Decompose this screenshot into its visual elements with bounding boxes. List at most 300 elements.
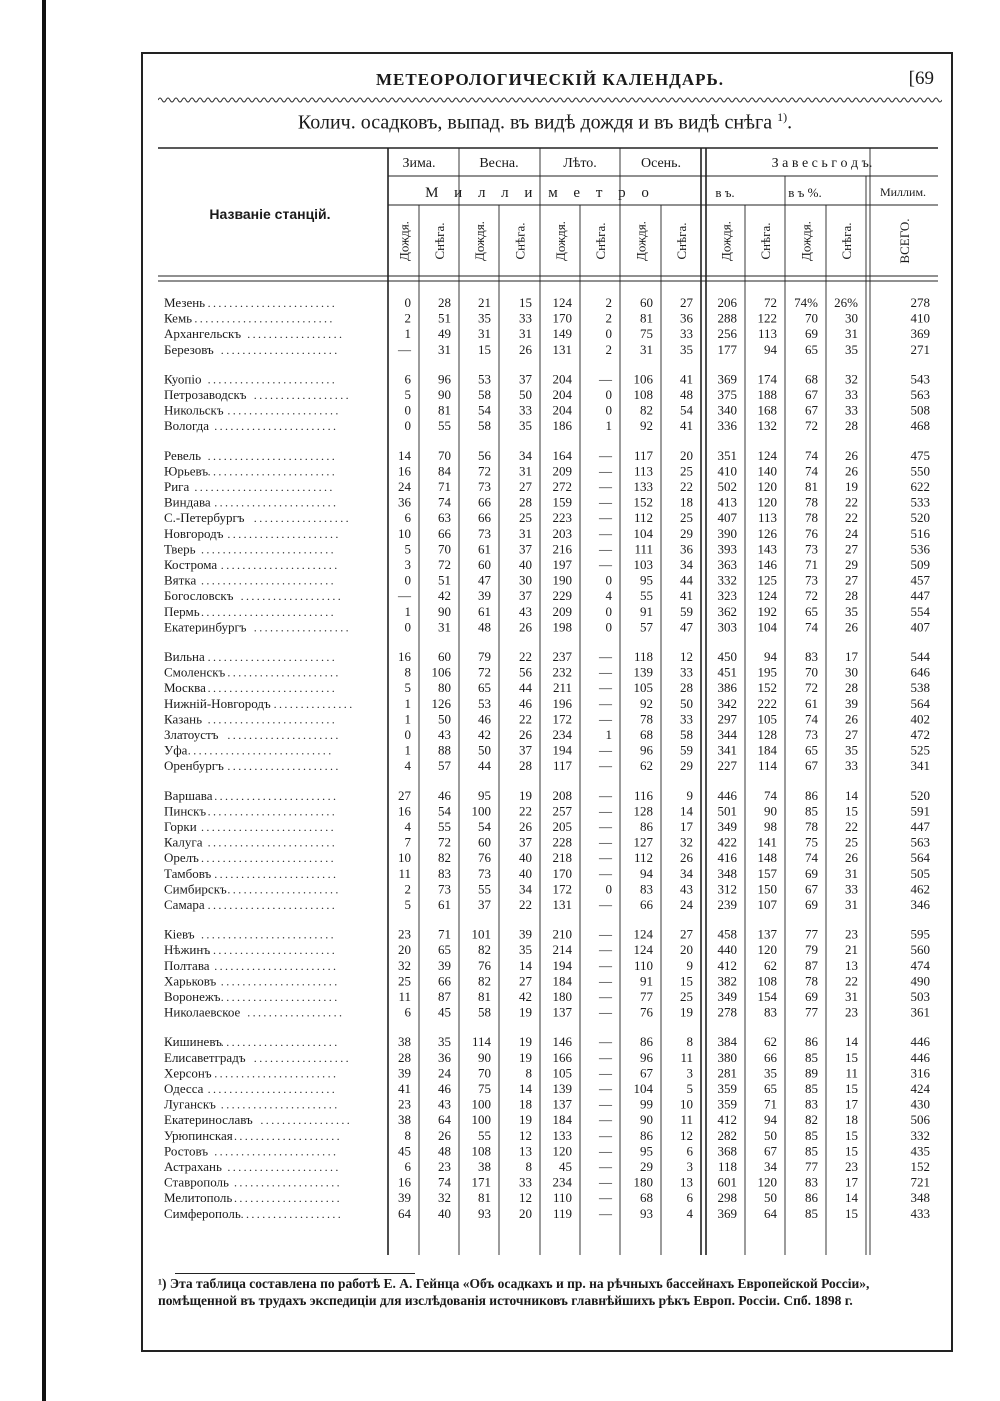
leader-dots: ......................... xyxy=(201,573,336,588)
table-cell: 26 xyxy=(519,819,532,834)
table-cell: 65 xyxy=(805,341,818,357)
whole-year-header: З а в е с ь г о д ъ. xyxy=(771,156,873,171)
table-cell: 72 xyxy=(805,680,818,696)
table-cell: 43 xyxy=(519,603,532,619)
table-cell: 177 xyxy=(717,341,737,357)
table-cell: 8 xyxy=(686,1034,693,1050)
table-cell: 14 xyxy=(845,787,858,803)
table-cell: 17 xyxy=(845,1096,858,1112)
table-cell: 86 xyxy=(805,1034,818,1050)
table-cell: 78 xyxy=(805,510,818,526)
table-cell: 6 xyxy=(686,1143,693,1159)
table-cell: 1 xyxy=(404,603,411,619)
table-cell: 591 xyxy=(910,803,930,819)
table-cell: 312 xyxy=(717,881,737,897)
table-cell: 137 xyxy=(552,1004,572,1020)
table-cell: 69 xyxy=(805,897,818,912)
table-cell: 95 xyxy=(640,1143,653,1159)
table-cell: 7 xyxy=(404,834,411,850)
table-cell: — xyxy=(599,957,612,973)
table-cell: 257 xyxy=(552,803,572,819)
table-cell: 26 xyxy=(680,850,693,866)
table-cell: 22 xyxy=(519,803,532,819)
table-cell: 209 xyxy=(552,463,572,479)
table-cell: — xyxy=(599,1096,612,1112)
table-cell: 25 xyxy=(680,463,693,479)
table-cell: 86 xyxy=(640,1034,653,1050)
table-cell: 77 xyxy=(805,926,818,942)
table-cell: 384 xyxy=(717,1034,737,1050)
table-cell: 44 xyxy=(680,572,693,588)
station-name: Варшава xyxy=(164,787,213,803)
leader-dots: ........................ xyxy=(207,804,338,819)
table-cell: 81 xyxy=(805,479,818,494)
table-cell: 100 xyxy=(471,1096,491,1112)
station-name: Мезень xyxy=(164,295,206,310)
table-cell: 106 xyxy=(431,664,451,680)
table-cell: 533 xyxy=(910,494,930,510)
table-cell: 26 xyxy=(519,619,532,635)
table-cell: 472 xyxy=(910,727,930,742)
table-cell: 369 xyxy=(717,371,737,387)
table-cell: 209 xyxy=(552,603,572,619)
table-cell: — xyxy=(599,834,612,850)
table-cell: 65 xyxy=(805,742,818,758)
table-cell: 65 xyxy=(438,942,451,958)
table-cell: 229 xyxy=(552,588,572,604)
table-cell: — xyxy=(599,819,612,834)
table-cell: 204 xyxy=(552,402,572,418)
table-cell: 61 xyxy=(478,603,491,619)
table-cell: 54 xyxy=(478,819,491,834)
table-cell: 223 xyxy=(552,510,572,526)
table-cell: 3 xyxy=(686,1159,693,1174)
leader-dots: ....................... xyxy=(214,958,339,973)
table-cell: 35 xyxy=(519,942,532,958)
station-name: Харьковъ xyxy=(164,973,217,989)
leader-dots: ....................... xyxy=(214,419,339,434)
leader-dots: ...................... xyxy=(220,1097,340,1112)
table-cell: 11 xyxy=(845,1065,858,1081)
millimetro-header: М и л л и м е т р о xyxy=(425,185,655,201)
table-cell: 67 xyxy=(805,402,818,418)
table-cell: 33 xyxy=(680,664,693,680)
table-cell: 30 xyxy=(845,664,858,680)
table-cell: 0 xyxy=(404,572,411,588)
table-cell: 23 xyxy=(845,926,858,942)
leader-dots: ......................... xyxy=(201,820,336,834)
table-cell: 127 xyxy=(633,834,653,850)
table-cell: 64 xyxy=(438,1112,451,1128)
table-cell: 152 xyxy=(757,680,777,696)
table-cell: 73 xyxy=(478,479,491,494)
table-cell: 563 xyxy=(910,387,930,402)
table-cell: 48 xyxy=(438,1143,451,1159)
table-cell: 18 xyxy=(519,1096,532,1112)
station-name: Урюпинская xyxy=(164,1127,233,1143)
station-name: Златоустъ xyxy=(164,727,219,742)
leader-dots: ..................... xyxy=(227,728,341,742)
table-cell: 100 xyxy=(471,1112,491,1128)
table-cell: 116 xyxy=(633,787,653,803)
table-cell: 12 xyxy=(519,1190,532,1206)
table-cell: — xyxy=(599,1143,612,1159)
millim-label: Миллим. xyxy=(879,185,927,199)
station-name: Тверь xyxy=(164,541,196,557)
table-cell: 82 xyxy=(478,942,491,958)
table-cell: 450 xyxy=(717,649,737,664)
table-cell: 35 xyxy=(764,1065,777,1081)
leader-dots: ........................ xyxy=(207,898,338,912)
table-cell: 32 xyxy=(398,957,411,973)
v-label: в ъ. xyxy=(715,185,735,200)
table-cell: 50 xyxy=(438,711,451,727)
table-cell: 51 xyxy=(438,310,451,326)
station-name: Воронежъ xyxy=(164,989,221,1004)
table-cell: 204 xyxy=(552,371,572,387)
table-cell: 222 xyxy=(757,695,777,711)
table-cell: 70 xyxy=(438,447,451,463)
table-cell: 126 xyxy=(431,695,451,711)
table-cell: 16 xyxy=(398,463,411,479)
table-cell: 27 xyxy=(845,572,858,588)
table-cell: — xyxy=(599,1190,612,1206)
leader-dots: .................. xyxy=(247,327,345,342)
table-cell: 120 xyxy=(757,494,777,510)
table-cell: 380 xyxy=(717,1049,737,1065)
station-name: Херсонъ xyxy=(164,1065,212,1081)
table-cell: 475 xyxy=(910,447,930,463)
table-cell: 13 xyxy=(845,957,858,973)
table-cell: 89 xyxy=(805,1065,818,1081)
table-cell: 543 xyxy=(910,371,930,387)
table-cell: 237 xyxy=(552,649,572,664)
table-cell: 205 xyxy=(552,819,572,834)
table-cell: 41 xyxy=(398,1081,411,1096)
table-cell: 8 xyxy=(404,664,411,680)
station-name: Тамбовъ xyxy=(164,865,212,881)
table-cell: 28 xyxy=(845,418,858,434)
table-cell: 28 xyxy=(438,295,451,310)
leader-dots: ......................... xyxy=(201,604,336,619)
leader-dots: .................. xyxy=(253,620,352,635)
table-cell: 72 xyxy=(438,834,451,850)
table-cell: 20 xyxy=(680,942,693,958)
table-cell: 6 xyxy=(404,1159,411,1174)
table-cell: 6 xyxy=(404,1004,411,1020)
table-cell: 430 xyxy=(910,1096,930,1112)
table-cell: 35 xyxy=(438,1034,451,1050)
table-cell: 66 xyxy=(438,525,451,541)
table-cell: 23 xyxy=(438,1159,451,1174)
table-cell: 20 xyxy=(680,447,693,463)
table-cell: 363 xyxy=(717,557,737,572)
table-cell: 416 xyxy=(717,850,737,866)
table-cell: 188 xyxy=(757,387,777,402)
table-cell: 33 xyxy=(845,387,858,402)
table-cell: 194 xyxy=(552,742,572,758)
table-cell: 6 xyxy=(404,371,411,387)
table-cell: 81 xyxy=(640,310,653,326)
season-header: Осень. xyxy=(640,156,682,171)
table-cell: 51 xyxy=(438,572,451,588)
leader-dots: .......................... xyxy=(194,480,335,494)
table-cell: 71 xyxy=(438,926,451,942)
table-cell: 117 xyxy=(552,758,572,774)
table-cell: 92 xyxy=(640,695,653,711)
table-cell: 74% xyxy=(794,295,818,310)
table-cell: 323 xyxy=(717,588,737,604)
table-cell: 196 xyxy=(552,695,572,711)
table-cell: 25 xyxy=(519,510,532,526)
table-cell: 35 xyxy=(680,341,693,357)
table-cell: 57 xyxy=(640,619,653,635)
table-cell: 197 xyxy=(552,557,572,572)
table-cell: 65 xyxy=(805,603,818,619)
table-cell: 99 xyxy=(640,1096,653,1112)
table-cell: 172 xyxy=(552,881,572,897)
station-name: Кишиневъ xyxy=(164,1034,222,1050)
table-cell: 5 xyxy=(404,897,411,912)
station-name: Архангельскъ xyxy=(164,326,242,342)
table-cell: 101 xyxy=(471,926,491,942)
leader-dots: ...................... xyxy=(220,1035,340,1050)
table-cell: 503 xyxy=(910,989,930,1004)
leader-dots: ...................... xyxy=(220,558,340,572)
table-cell: 10 xyxy=(680,1096,693,1112)
table-cell: 85 xyxy=(805,1127,818,1143)
table-cell: 282 xyxy=(717,1127,737,1143)
table-cell: 646 xyxy=(910,664,930,680)
table-cell: 14 xyxy=(680,803,693,819)
table-cell: 74 xyxy=(438,1174,451,1190)
table-cell: 206 xyxy=(717,295,737,310)
leader-dots: ......................... xyxy=(201,542,336,557)
table-cell: 4 xyxy=(686,1205,693,1221)
table-cell: 506 xyxy=(910,1112,930,1128)
table-cell: 72 xyxy=(478,664,491,680)
table-cell: — xyxy=(599,525,612,541)
table-cell: 45 xyxy=(398,1143,411,1159)
table-cell: 16 xyxy=(398,803,411,819)
table-cell: 68 xyxy=(640,1190,653,1206)
table-cell: — xyxy=(599,1034,612,1050)
table-cell: 216 xyxy=(552,541,572,557)
table-cell: 32 xyxy=(680,834,693,850)
table-cell: 152 xyxy=(633,494,653,510)
table-cell: 47 xyxy=(478,572,491,588)
table-cell: 462 xyxy=(910,881,930,897)
table-cell: 164 xyxy=(552,447,572,463)
table-cell: 94 xyxy=(764,649,777,664)
table-cell: 19 xyxy=(519,1034,532,1050)
table-cell: — xyxy=(599,695,612,711)
table-cell: 27 xyxy=(845,541,858,557)
table-cell: 46 xyxy=(478,711,491,727)
table-cell: 525 xyxy=(910,742,930,758)
table-cell: 39 xyxy=(519,926,532,942)
table-cell: 447 xyxy=(910,588,930,604)
table-cell: 60 xyxy=(478,834,491,850)
table-cell: 10 xyxy=(398,850,411,866)
table-cell: 72 xyxy=(805,588,818,604)
table-cell: 39 xyxy=(845,695,858,711)
table-cell: 349 xyxy=(717,819,737,834)
table-cell: 234 xyxy=(552,1174,572,1190)
station-name: Горки xyxy=(164,819,197,834)
table-cell: 1 xyxy=(404,711,411,727)
table-cell: 28 xyxy=(398,1049,411,1065)
table-cell: 82 xyxy=(640,402,653,418)
table-cell: 1 xyxy=(404,695,411,711)
table-cell: — xyxy=(599,711,612,727)
table-cell: 272 xyxy=(552,479,572,494)
table-cell: 66 xyxy=(640,897,653,912)
table-cell: 168 xyxy=(757,402,777,418)
table-cell: 170 xyxy=(552,310,572,326)
table-cell: 78 xyxy=(640,711,653,727)
table-cell: — xyxy=(599,664,612,680)
table-cell: 73 xyxy=(438,881,451,897)
table-cell: 73 xyxy=(478,525,491,541)
table-cell: 435 xyxy=(910,1143,930,1159)
table-cell: 550 xyxy=(910,463,930,479)
table-cell: — xyxy=(599,989,612,1004)
table-cell: 55 xyxy=(438,418,451,434)
column-subheader: Дождя. xyxy=(633,221,649,261)
table-cell: 62 xyxy=(764,957,777,973)
table-cell: 49 xyxy=(438,326,451,342)
table-cell: 29 xyxy=(845,557,858,572)
leader-dots: ........................ xyxy=(207,712,338,727)
table-cell: 10 xyxy=(398,525,411,541)
table-cell: 150 xyxy=(757,881,777,897)
table-cell: 14 xyxy=(845,1190,858,1206)
station-name: Орелъ xyxy=(164,850,199,866)
table-cell: 25 xyxy=(680,989,693,1004)
table-cell: 362 xyxy=(717,603,737,619)
table-cell: 446 xyxy=(910,1049,930,1065)
leader-dots: ...................... xyxy=(220,974,340,989)
station-name: Нижній-Новгородъ xyxy=(164,695,271,711)
leader-dots: ....................... xyxy=(214,866,339,881)
table-cell: — xyxy=(599,510,612,526)
table-cell: 93 xyxy=(640,1205,653,1221)
table-cell: 35 xyxy=(478,310,491,326)
table-cell: 393 xyxy=(717,541,737,557)
table-cell: 440 xyxy=(717,942,737,958)
table-cell: 14 xyxy=(519,1081,532,1096)
table-cell: 30 xyxy=(845,310,858,326)
table-cell: 41 xyxy=(680,371,693,387)
table-cell: — xyxy=(599,1004,612,1020)
table-cell: 31 xyxy=(640,341,653,357)
table-cell: — xyxy=(398,341,411,357)
table-title-note: 1) xyxy=(777,110,788,124)
table-cell: 33 xyxy=(519,1174,532,1190)
table-cell: 0 xyxy=(404,418,411,434)
leader-dots: ..................... xyxy=(227,665,341,680)
table-cell: 19 xyxy=(519,787,532,803)
table-cell: 348 xyxy=(717,865,737,881)
table-cell: 125 xyxy=(757,572,777,588)
table-cell: 77 xyxy=(640,989,653,1004)
table-cell: 133 xyxy=(633,479,653,494)
table-cell: 146 xyxy=(552,1034,572,1050)
table-cell: 12 xyxy=(680,649,693,664)
table-cell: 78 xyxy=(805,973,818,989)
table-cell: 154 xyxy=(757,989,777,1004)
table-cell: 180 xyxy=(633,1174,653,1190)
table-cell: 490 xyxy=(910,973,930,989)
table-cell: 35 xyxy=(845,742,858,758)
table-cell: 351 xyxy=(717,447,737,463)
table-cell: 1 xyxy=(404,326,411,342)
table-cell: 146 xyxy=(757,557,777,572)
table-cell: 74 xyxy=(764,787,777,803)
table-cell: 386 xyxy=(717,680,737,696)
table-cell: 32 xyxy=(845,371,858,387)
station-name: Вологда xyxy=(164,418,210,434)
table-cell: 227 xyxy=(717,758,737,774)
table-cell: 38 xyxy=(398,1112,411,1128)
table-cell: 210 xyxy=(552,926,572,942)
table-cell: 29 xyxy=(680,758,693,774)
table-cell: 76 xyxy=(478,957,491,973)
table-cell: 128 xyxy=(633,803,653,819)
station-name: Луганскъ xyxy=(164,1096,216,1112)
table-cell: 34 xyxy=(764,1159,777,1174)
table-cell: 77 xyxy=(805,1159,818,1174)
station-name: Виндава xyxy=(164,494,211,510)
station-name: Кіевъ xyxy=(164,926,195,942)
table-cell: 58 xyxy=(478,1004,491,1020)
table-cell: 74 xyxy=(438,494,451,510)
table-cell: 2 xyxy=(605,310,612,326)
table-cell: 73 xyxy=(805,541,818,557)
table-cell: 26 xyxy=(845,711,858,727)
table-cell: 124 xyxy=(757,447,777,463)
table-cell: 4 xyxy=(404,758,411,774)
station-name: Вильна xyxy=(164,649,205,664)
table-cell: 85 xyxy=(805,1049,818,1065)
table-cell: 424 xyxy=(910,1081,930,1096)
table-cell: — xyxy=(599,1174,612,1190)
table-cell: 451 xyxy=(717,664,737,680)
table-cell: 79 xyxy=(478,649,491,664)
table-cell: 28 xyxy=(845,680,858,696)
table-cell: 407 xyxy=(910,619,930,635)
table-cell: 71 xyxy=(438,479,451,494)
table-cell: 44 xyxy=(519,680,532,696)
table-cell: 37 xyxy=(519,742,532,758)
table-cell: 133 xyxy=(552,1127,572,1143)
station-name: Пермь xyxy=(164,603,200,619)
table-cell: 520 xyxy=(910,787,930,803)
station-name: Кемь xyxy=(164,310,193,326)
table-cell: 412 xyxy=(717,957,737,973)
table-cell: 36 xyxy=(680,310,693,326)
table-cell: 303 xyxy=(717,619,737,635)
page-number: [69 xyxy=(908,68,934,89)
leader-dots: ................. xyxy=(260,1113,353,1128)
station-name: Самара xyxy=(164,897,205,912)
table-cell: 67 xyxy=(764,1143,777,1159)
table-cell: — xyxy=(599,557,612,572)
station-name: Москва xyxy=(164,680,206,696)
table-cell: 27 xyxy=(680,295,693,310)
table-cell: — xyxy=(599,926,612,942)
